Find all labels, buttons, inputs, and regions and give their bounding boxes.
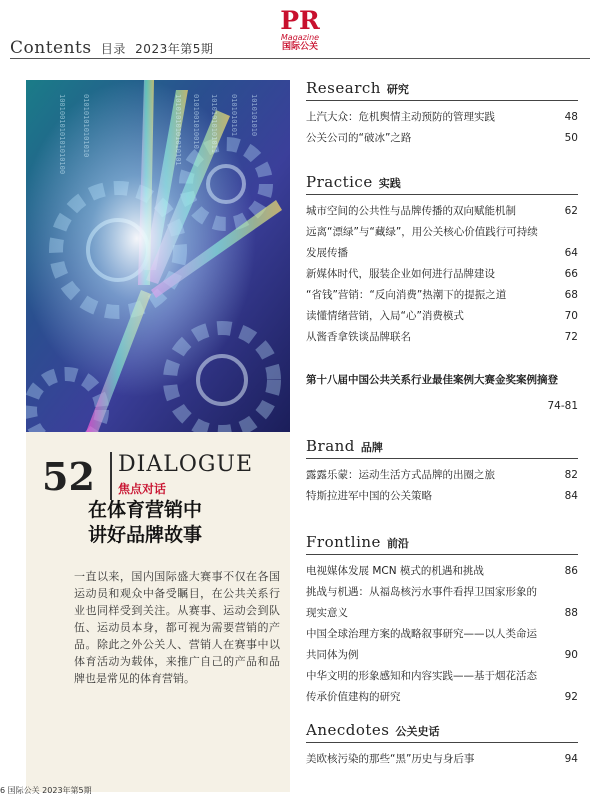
section-rule — [306, 100, 578, 101]
section-rule — [306, 194, 578, 195]
dialogue-label-en: DIALOGUE — [118, 452, 254, 477]
toc-item-title: 挑战与机遇：从福岛核污水事件看捍卫国家形象的现实意义 — [306, 586, 537, 619]
svg-text:0101001010010: 0101001010010 — [192, 94, 200, 149]
toc-item-title: 从酱香拿铁谈品牌联名 — [306, 331, 411, 343]
dialogue-summary: 一直以来，国内国际盛大赛事不仅在各国运动员和观众中备受瞩目，在公共关系行业也同样受到关注。从赛事、运动会到队伍、运动员本身，都可视为需要营销的产品。除此之外公关人、营销人在赛事中以体育活动为载体，来推广自己的产品和品牌也是常见的体育营销。 — [74, 570, 280, 685]
section-title-en: Brand — [306, 437, 355, 455]
special-feature[interactable] — [306, 370, 578, 412]
footer-page-number: 6 — [0, 786, 6, 795]
svg-text:0101010101: 0101010101 — [230, 94, 238, 137]
section-practice — [306, 172, 578, 348]
pr-magazine-logo — [276, 8, 324, 52]
toc-item-title: 公关公司的“破冰”之路 — [306, 132, 412, 144]
section-title-en: Frontline — [306, 533, 381, 551]
section-rule — [306, 742, 578, 743]
special-feature-title: 第十八届中国公共关系行业最佳案例大赛金奖案例摘登 — [306, 374, 558, 386]
section-heading — [306, 172, 578, 192]
logo-magazine: Magazine — [280, 33, 320, 42]
toc-item-page: 64 — [564, 247, 578, 259]
gears-binary-illustration — [26, 80, 290, 432]
toc-item-title: 中国全球治理方案的战略叙事研究——以人类命运共同体为例 — [306, 628, 537, 661]
toc-item-title: 美欧核污染的那些“黑”历史与身后事 — [306, 753, 475, 765]
svg-text:010101010101010: 010101010101010 — [82, 94, 90, 158]
section-title-en: Research — [306, 79, 381, 97]
svg-text:10101010101011: 10101010101011 — [210, 94, 218, 154]
section-anecdotes — [306, 720, 578, 770]
dialogue-title-line: 讲好品牌故事 — [88, 524, 203, 546]
toc-item[interactable] — [306, 128, 578, 149]
dialogue-title-line: 在体育营销中 — [88, 499, 203, 521]
special-feature-pages: 74-81 — [547, 400, 578, 412]
section-title-en: Anecdotes — [306, 721, 390, 739]
toc-item-page: 70 — [564, 310, 578, 322]
section-title-cn: 前沿 — [386, 537, 409, 550]
toc-item[interactable] — [306, 486, 578, 507]
toc-item-page: 68 — [564, 289, 578, 301]
toc-item-page: 82 — [564, 469, 578, 481]
section-title-en: Practice — [306, 173, 373, 191]
section-heading — [306, 532, 578, 552]
toc-item-title: 露露乐蒙：运动生活方式品牌的出圈之旅 — [306, 469, 495, 481]
toc-item[interactable] — [306, 624, 578, 666]
svg-text:1001001010101010100: 1001001010101010100 — [58, 94, 66, 175]
toc-item-title: “省钱”营销：“反向消费”热潮下的提振之道 — [306, 289, 507, 301]
section-rule — [306, 554, 578, 555]
toc-item[interactable] — [306, 222, 578, 264]
section-heading — [306, 78, 578, 98]
section-frontline — [306, 532, 578, 708]
toc-item-page: 72 — [564, 331, 578, 343]
contents-word: Contents — [10, 38, 92, 58]
contents-cn: 目录 — [100, 42, 126, 56]
dialogue-feature-panel — [26, 432, 290, 792]
toc-item-title: 电视媒体发展 MCN 模式的机遇和挑战 — [306, 565, 484, 577]
toc-item-page: 48 — [564, 111, 578, 123]
section-title-cn: 品牌 — [360, 441, 383, 454]
toc-item[interactable] — [306, 582, 578, 624]
page-footer — [0, 785, 92, 796]
footer-text: 国际公关 2023年第5期 — [7, 786, 92, 795]
section-heading — [306, 436, 578, 456]
section-title-cn: 公关史话 — [395, 725, 440, 738]
toc-item[interactable] — [306, 749, 578, 770]
toc-item-page: 50 — [564, 132, 578, 144]
toc-item-title: 特斯拉进军中国的公关策略 — [306, 490, 432, 502]
dialogue-page-number[interactable]: 52 — [42, 454, 95, 499]
header-rule — [10, 58, 590, 59]
logo-pr: PR — [280, 6, 320, 35]
toc-item[interactable] — [306, 327, 578, 348]
section-research — [306, 78, 578, 149]
section-brand — [306, 436, 578, 507]
contents-title — [10, 38, 213, 58]
page-header — [0, 0, 600, 60]
toc-item[interactable] — [306, 264, 578, 285]
toc-item-title: 城市空间的公共性与品牌传播的双向赋能机制 — [306, 205, 516, 217]
toc-item-page: 94 — [564, 753, 578, 765]
section-heading — [306, 720, 578, 740]
toc-item-page: 62 — [564, 205, 578, 217]
toc-item-title: 中华文明的形象感知和内容实践——基于烟花活态传承价值建构的研究 — [306, 670, 537, 703]
toc-item-page: 88 — [564, 607, 578, 619]
toc-item-page: 84 — [564, 490, 578, 502]
toc-item[interactable] — [306, 201, 578, 222]
toc-item-page: 92 — [564, 691, 578, 703]
section-rule — [306, 458, 578, 459]
svg-text:1010101010: 1010101010 — [250, 94, 258, 137]
toc-item-title: 新媒体时代，服装企业如何进行品牌建设 — [306, 268, 495, 280]
cover-illustration — [26, 80, 290, 432]
toc-item[interactable] — [306, 285, 578, 306]
toc-item[interactable] — [306, 666, 578, 708]
toc-item-title: 远离“漂绿”与“藏绿”，用公关核心价值践行可持续发展传播 — [306, 226, 538, 259]
section-title-cn: 研究 — [386, 83, 409, 96]
logo-cn: 国际公关 — [281, 42, 318, 52]
toc-item[interactable] — [306, 465, 578, 486]
dialogue-divider — [110, 452, 112, 500]
toc-item[interactable] — [306, 107, 578, 128]
toc-item[interactable] — [306, 306, 578, 327]
dialogue-label-cn: 焦点对话 — [118, 482, 167, 496]
toc-item-page: 86 — [564, 565, 578, 577]
toc-item-page: 90 — [564, 649, 578, 661]
toc-item-page: 66 — [564, 268, 578, 280]
toc-item-title: 上汽大众：危机舆情主动预防的管理实践 — [306, 111, 495, 123]
svg-text:10101010101010101: 10101010101010101 — [174, 94, 182, 166]
dialogue-title[interactable] — [88, 498, 278, 548]
issue-label: 2023年第5期 — [135, 42, 214, 56]
section-title-cn: 实践 — [378, 177, 401, 190]
toc-item[interactable] — [306, 561, 578, 582]
toc-item-title: 读懂情绪营销，入局“心”消费模式 — [306, 310, 464, 322]
